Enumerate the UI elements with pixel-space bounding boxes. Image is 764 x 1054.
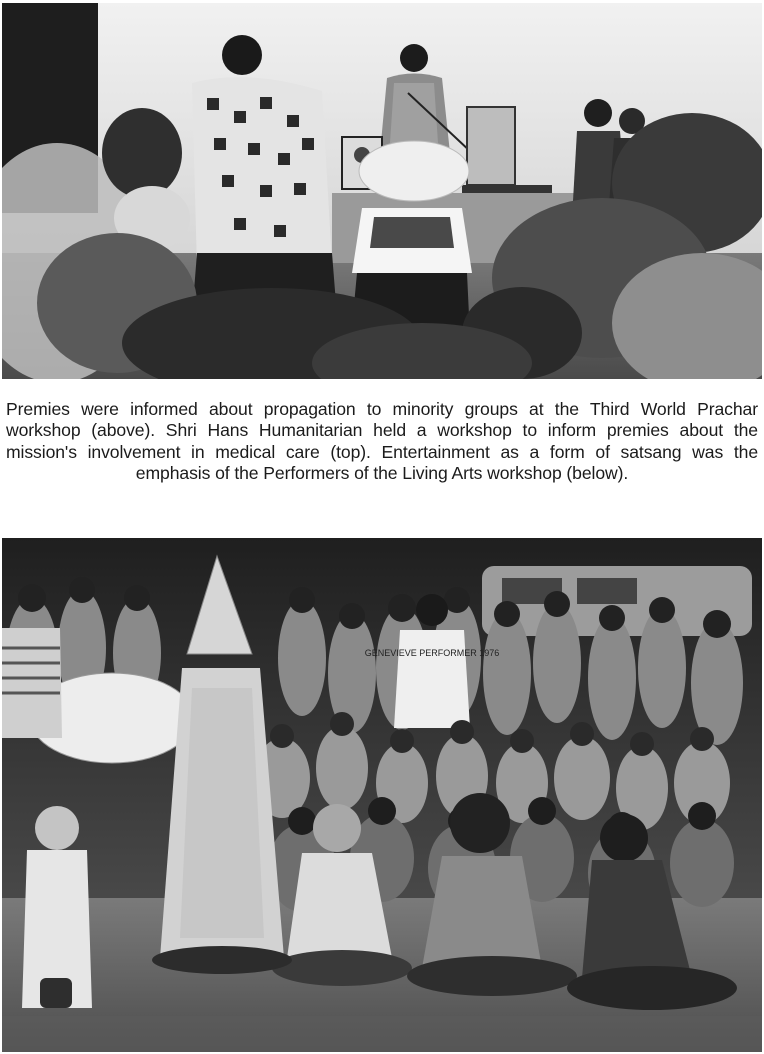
photo-bottom-illustration [2, 538, 762, 1052]
photo-caption [6, 399, 758, 485]
caption-text: Premies were informed about propagation to minority groups at the Third World Prachar workshop (above). Shri Hans Humanitarian held a workshop to inform premies about the mission's involvement in medical care (top). Entertainment as a form of satsang was the emphasis of the Performers of the Living Arts workshop (below). [6, 399, 758, 484]
tshirt-print: GENEVIEVE PERFORMER 1976 [364, 648, 500, 658]
equipment-shape [467, 107, 515, 185]
photo-bottom-performers-crowd [2, 538, 762, 1052]
photo-top-illustration [2, 3, 762, 379]
photo-top-workshop-speaker [2, 3, 762, 379]
